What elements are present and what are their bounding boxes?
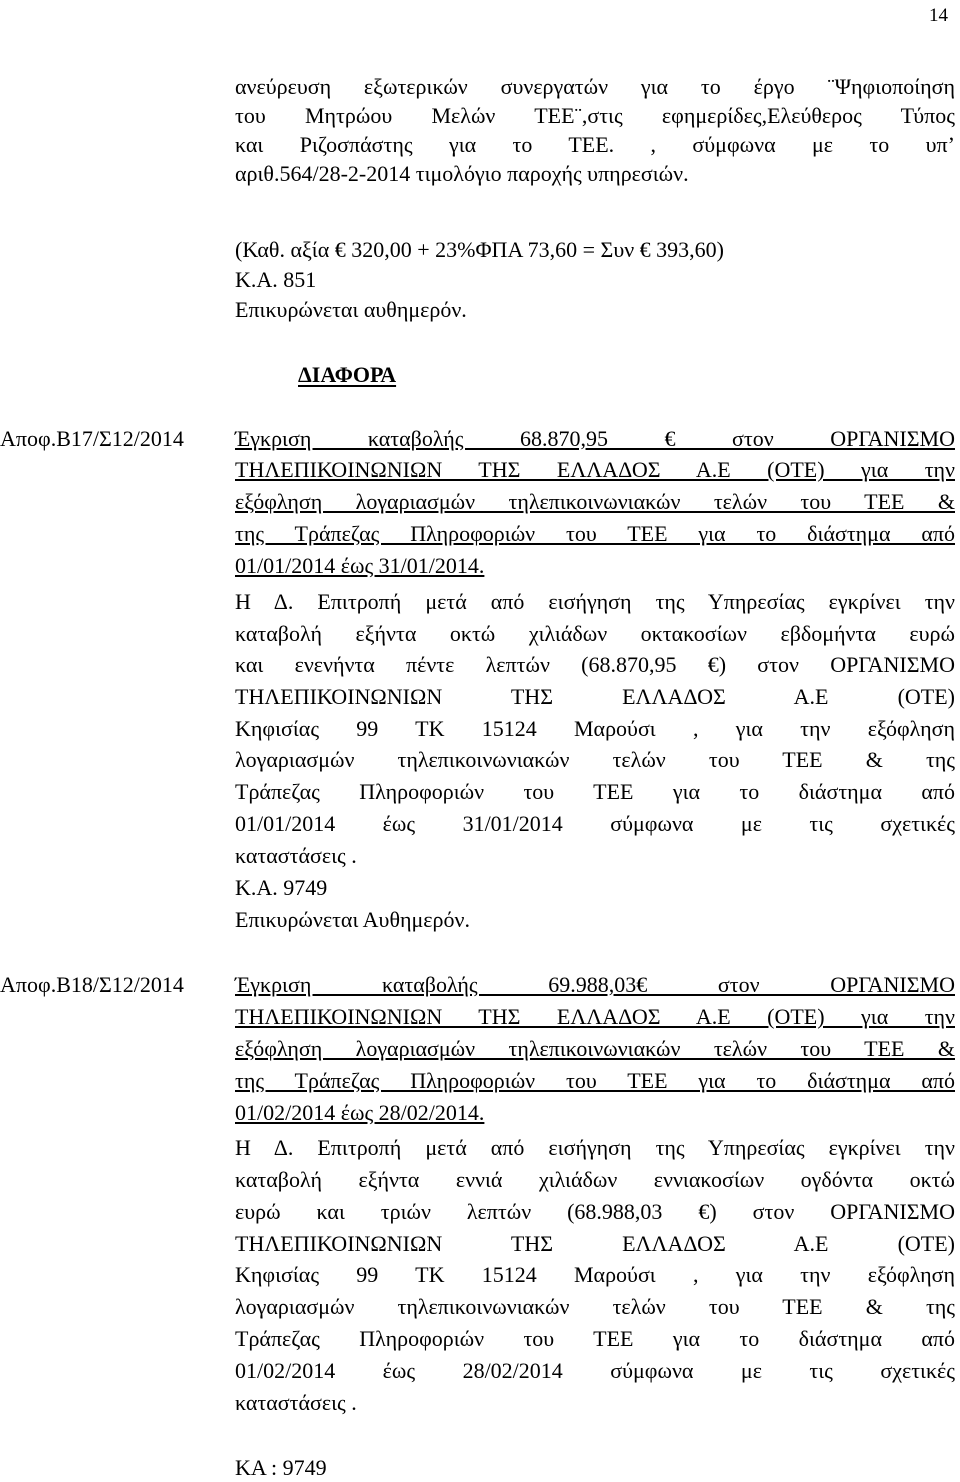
decision-body-line: 01/02/2014 έως 28/02/2014 σύμφωνα με τις σχετικές bbox=[235, 1358, 955, 1383]
decision-body-line: λογαριασμών τηλεπικοινωνιακών τελών του ΤΕΕ & της bbox=[235, 1294, 955, 1319]
decision-body-line: καταβολή εξήντα εννιά χιλιάδων εννιακοσίων ογδόντα οκτώ bbox=[235, 1167, 955, 1192]
decision-title-line: 01/02/2014 έως 28/02/2014. bbox=[235, 1100, 485, 1125]
decision-title-line: ΤΗΛΕΠΙΚΟΙΝΩΝΙΩΝ ΤΗΣ ΕΛΛΑΔΟΣ Α.Ε (ΟΤΕ) για την bbox=[235, 457, 955, 482]
intro-line-4: αριθ.564/28-2-2014 τιμολόγιο παροχής υπηρεσιών. bbox=[235, 161, 689, 186]
intro-line-3: και Ριζοσπάστης για το ΤΕΕ. , σύμφωνα με το υπ’ bbox=[235, 132, 955, 157]
intro-line-1: ανεύρευση εξωτερικών συνεργατών για το έργο ¨Ψηφιοποίηση bbox=[235, 74, 955, 99]
intro-line-2: του Μητρώου Μελών ΤΕΕ¨,στις εφημερίδες,Ελεύθερος Τύπος bbox=[235, 103, 955, 128]
intro-ka-line: Κ.Α. 851 bbox=[235, 267, 317, 292]
decision-approval: Επικυρώνεται Αυθημερόν. bbox=[235, 907, 470, 932]
decision-ka: ΚΑ : 9749 bbox=[235, 1455, 327, 1480]
decision-body-line: Η Δ. Επιτροπή μετά από εισήγηση της Υπηρεσίας εγκρίνει την bbox=[235, 589, 955, 614]
decision-title-line: Έγκριση καταβολής 68.870,95 € στον ΟΡΓΑΝΙΣΜΟ bbox=[235, 426, 955, 451]
decision-title-line: Έγκριση καταβολής 69.988,03€ στον ΟΡΓΑΝΙΣΜΟ bbox=[235, 972, 955, 997]
decision-title-line: εξόφληση λογαριασμών τηλεπικοινωνιακών τελών του ΤΕΕ & bbox=[235, 1036, 955, 1061]
decision-body-line: Η Δ. Επιτροπή μετά από εισήγηση της Υπηρεσίας εγκρίνει την bbox=[235, 1135, 955, 1160]
page-number: 14 bbox=[929, 5, 948, 26]
decision-body-line: καταβολή εξήντα οκτώ χιλιάδων οκτακοσίων εβδομήντα ευρώ bbox=[235, 621, 955, 646]
decision-body-line: και ενενήντα πέντε λεπτών (68.870,95 €) στον ΟΡΓΑΝΙΣΜΟ bbox=[235, 652, 955, 677]
decision-body-line: ΤΗΛΕΠΙΚΟΙΝΩΝΙΩΝ ΤΗΣ ΕΛΛΑΔΟΣ Α.Ε (ΟΤΕ) bbox=[235, 1231, 955, 1256]
decision-body-line: 01/01/2014 έως 31/01/2014 σύμφωνα με τις σχετικές bbox=[235, 811, 955, 836]
decision-title-line: της Τράπεζας Πληροφοριών του ΤΕΕ για το διάστημα από bbox=[235, 1068, 955, 1093]
intro-value-line: (Καθ. αξία € 320,00 + 23%ΦΠΑ 73,60 = Συν € 393,60) bbox=[235, 237, 724, 262]
decision-body-line: ΤΗΛΕΠΙΚΟΙΝΩΝΙΩΝ ΤΗΣ ΕΛΛΑΔΟΣ Α.Ε (ΟΤΕ) bbox=[235, 684, 955, 709]
decision-title-line: 01/01/2014 έως 31/01/2014. bbox=[235, 553, 485, 578]
decision-body-line: καταστάσεις . bbox=[235, 843, 357, 868]
decision-title-line: της Τράπεζας Πληροφοριών του ΤΕΕ για το διάστημα από bbox=[235, 521, 955, 546]
decision-ref: Αποφ.Β18/Σ12/2014 bbox=[0, 972, 184, 997]
decision-title-line: εξόφληση λογαριασμών τηλεπικοινωνιακών τελών του ΤΕΕ & bbox=[235, 489, 955, 514]
decision-body-line: λογαριασμών τηλεπικοινωνιακών τελών του ΤΕΕ & της bbox=[235, 747, 955, 772]
decision-ref: Αποφ.Β17/Σ12/2014 bbox=[0, 426, 184, 451]
section-heading: ΔΙΑΦΟΡΑ bbox=[298, 362, 397, 387]
intro-approval-line: Επικυρώνεται αυθημερόν. bbox=[235, 297, 467, 322]
decision-title-line: ΤΗΛΕΠΙΚΟΙΝΩΝΙΩΝ ΤΗΣ ΕΛΛΑΔΟΣ Α.Ε (ΟΤΕ) για την bbox=[235, 1004, 955, 1029]
decision-body-line: Κηφισίας 99 ΤΚ 15124 Μαρούσι , για την εξόφληση bbox=[235, 716, 955, 741]
decision-body-line: καταστάσεις . bbox=[235, 1390, 357, 1415]
decision-body-line: Τράπεζας Πληροφοριών του ΤΕΕ για το διάστημα από bbox=[235, 1326, 955, 1351]
decision-body-line: Τράπεζας Πληροφοριών του ΤΕΕ για το διάστημα από bbox=[235, 779, 955, 804]
decision-body-line: ευρώ και τριών λεπτών (68.988,03 €) στον ΟΡΓΑΝΙΣΜΟ bbox=[235, 1199, 955, 1224]
decision-body-line: Κηφισίας 99 ΤΚ 15124 Μαρούσι , για την εξόφληση bbox=[235, 1262, 955, 1287]
decision-ka: Κ.Α. 9749 bbox=[235, 875, 328, 900]
